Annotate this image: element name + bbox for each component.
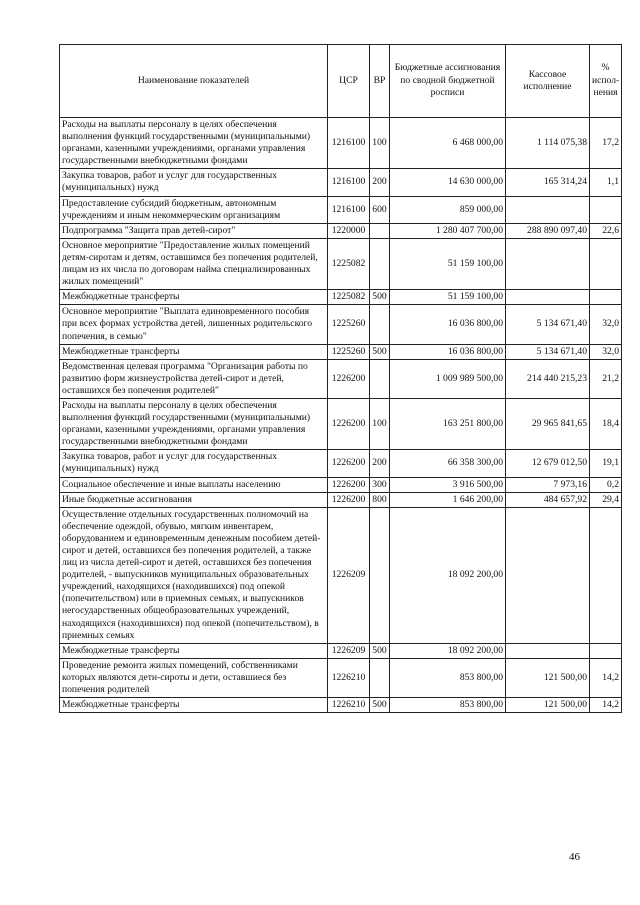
cell-plan: 18 092 200,00 (390, 507, 506, 643)
table-row (60, 196, 622, 223)
table-row (60, 238, 622, 289)
cell-csr: 1226210 (328, 698, 370, 713)
cell-cash: 484 657,92 (506, 492, 590, 507)
header-plan: Бюджетные ассигнования по сводной бюджетной росписи (390, 45, 506, 118)
cell-csr: 1220000 (328, 223, 370, 238)
cell-percent: 21,2 (590, 359, 622, 398)
cell-csr: 1216100 (328, 196, 370, 223)
cell-csr: 1225260 (328, 305, 370, 344)
cell-plan: 163 251 800,00 (390, 398, 506, 449)
cell-percent (590, 507, 622, 643)
cell-vr: 500 (370, 290, 390, 305)
cell-name: Ведомственная целевая программа "Организация работы по развитию форм жизнеустройства детей-сирот и детей, оставшихся без попечения родителей" (60, 359, 328, 398)
cell-percent: 19,1 (590, 450, 622, 477)
table-row (60, 698, 622, 713)
cell-name: Осуществление отдельных государственных полномочий на обеспечение одеждой, обувью, мягким инвентарем, оборудованием и единовременным денежным пособием детей-сирот и детей, оставшихся без попечения родителей, а также лиц из числа детей-сирот и детей, оставшихся без попечения родителей, - выпускников муниципальных образовательных учреждений, находящихся (находившихся) под опекой (попечительством) или в приемных семьях, и выпускников негосударственных общеобразовательных учреждений, находящихся (находившихся) под опекой (попечительством), в приемных семьях (60, 507, 328, 643)
cell-vr (370, 238, 390, 289)
header-name: Наименование показателей (60, 45, 328, 118)
budget-execution-table (59, 44, 622, 713)
cell-cash: 1 114 075,38 (506, 118, 590, 169)
cell-csr: 1226200 (328, 492, 370, 507)
table-row (60, 507, 622, 643)
cell-percent: 17,2 (590, 118, 622, 169)
table-row (60, 450, 622, 477)
table-row (60, 305, 622, 344)
cell-vr: 100 (370, 398, 390, 449)
cell-plan: 66 358 300,00 (390, 450, 506, 477)
table-row (60, 169, 622, 196)
cell-cash: 12 679 012,50 (506, 450, 590, 477)
cell-name: Расходы на выплаты персоналу в целях обеспечения выполнения функций государственными (муниципальными) органами, казенными учреждениями, органами управления государственными внебюджетными фондами (60, 398, 328, 449)
cell-name: Расходы на выплаты персоналу в целях обеспечения выполнения функций государственными (муниципальными) органами, казенными учреждениями, органами управления государственными внебюджетными фондами (60, 118, 328, 169)
cell-name: Закупка товаров, работ и услуг для государственных (муниципальных) нужд (60, 450, 328, 477)
cell-vr: 200 (370, 169, 390, 196)
table-row (60, 492, 622, 507)
budget-report-sheet (59, 44, 622, 713)
cell-plan: 3 916 500,00 (390, 477, 506, 492)
cell-csr: 1226200 (328, 477, 370, 492)
cell-percent (590, 196, 622, 223)
cell-vr: 300 (370, 477, 390, 492)
cell-percent (590, 643, 622, 658)
cell-vr: 600 (370, 196, 390, 223)
cell-vr: 500 (370, 643, 390, 658)
cell-cash: 121 500,00 (506, 698, 590, 713)
table-row (60, 223, 622, 238)
cell-percent: 0,2 (590, 477, 622, 492)
cell-plan: 51 159 100,00 (390, 290, 506, 305)
cell-percent: 29,4 (590, 492, 622, 507)
cell-cash (506, 507, 590, 643)
cell-csr: 1225260 (328, 344, 370, 359)
cell-vr: 500 (370, 698, 390, 713)
cell-plan: 853 800,00 (390, 658, 506, 697)
cell-percent (590, 290, 622, 305)
cell-plan: 16 036 800,00 (390, 344, 506, 359)
cell-name: Межбюджетные трансферты (60, 290, 328, 305)
cell-csr: 1225082 (328, 290, 370, 305)
cell-cash: 288 890 097,40 (506, 223, 590, 238)
cell-cash: 165 314,24 (506, 169, 590, 196)
cell-plan: 1 280 407 700,00 (390, 223, 506, 238)
cell-name: Межбюджетные трансферты (60, 643, 328, 658)
cell-csr: 1226200 (328, 450, 370, 477)
cell-name: Закупка товаров, работ и услуг для государственных (муниципальных) нужд (60, 169, 328, 196)
cell-percent: 14,2 (590, 698, 622, 713)
table-row (60, 290, 622, 305)
cell-vr (370, 223, 390, 238)
cell-name: Предоставление субсидий бюджетным, автономным учреждениям и иным некоммерческим организациям (60, 196, 328, 223)
cell-csr: 1226210 (328, 658, 370, 697)
cell-percent (590, 238, 622, 289)
cell-cash (506, 643, 590, 658)
cell-csr: 1216100 (328, 118, 370, 169)
cell-vr (370, 658, 390, 697)
header-cash: Кассовое исполнение (506, 45, 590, 118)
cell-plan: 14 630 000,00 (390, 169, 506, 196)
cell-percent: 1,1 (590, 169, 622, 196)
cell-cash: 5 134 671,40 (506, 305, 590, 344)
cell-percent: 32,0 (590, 305, 622, 344)
cell-plan: 18 092 200,00 (390, 643, 506, 658)
cell-name: Проведение ремонта жилых помещений, собственниками которых являются дети-сироты и дети, оставшиеся без попечения родителей (60, 658, 328, 697)
cell-name: Межбюджетные трансферты (60, 698, 328, 713)
cell-vr (370, 359, 390, 398)
cell-cash: 121 500,00 (506, 658, 590, 697)
cell-cash (506, 290, 590, 305)
cell-plan: 1 646 200,00 (390, 492, 506, 507)
cell-cash (506, 238, 590, 289)
cell-name: Основное мероприятие "Выплата единовременного пособия при всех формах устройства детей, лишенных родительского попечения, в семью" (60, 305, 328, 344)
cell-name: Основное мероприятие "Предоставление жилых помещений детям-сиротам и детям, оставшимся без попечения родителей, лицам из их числа по договорам найма специализированных жилых помещений" (60, 238, 328, 289)
header-csr: ЦСР (328, 45, 370, 118)
cell-cash: 5 134 671,40 (506, 344, 590, 359)
cell-csr: 1226209 (328, 643, 370, 658)
cell-cash (506, 196, 590, 223)
cell-vr (370, 507, 390, 643)
table-row (60, 344, 622, 359)
cell-vr: 500 (370, 344, 390, 359)
cell-plan: 6 468 000,00 (390, 118, 506, 169)
cell-percent: 22,6 (590, 223, 622, 238)
table-body (60, 118, 622, 713)
table-row (60, 398, 622, 449)
header-vr: ВР (370, 45, 390, 118)
cell-percent: 18,4 (590, 398, 622, 449)
page-number: 46 (569, 851, 580, 863)
cell-csr: 1216100 (328, 169, 370, 196)
table-row (60, 359, 622, 398)
cell-name: Межбюджетные трансферты (60, 344, 328, 359)
cell-csr: 1226200 (328, 398, 370, 449)
table-row (60, 477, 622, 492)
header-percent: % испол-нения (590, 45, 622, 118)
cell-cash: 214 440 215,23 (506, 359, 590, 398)
cell-name: Подпрограмма "Защита прав детей-сирот" (60, 223, 328, 238)
table-row (60, 643, 622, 658)
cell-plan: 859 000,00 (390, 196, 506, 223)
cell-name: Иные бюджетные ассигнования (60, 492, 328, 507)
table-row (60, 658, 622, 697)
cell-csr: 1226209 (328, 507, 370, 643)
cell-percent: 32,0 (590, 344, 622, 359)
table-header-row (60, 45, 622, 118)
cell-plan: 51 159 100,00 (390, 238, 506, 289)
cell-plan: 1 009 989 500,00 (390, 359, 506, 398)
cell-csr: 1226200 (328, 359, 370, 398)
cell-csr: 1225082 (328, 238, 370, 289)
cell-vr: 200 (370, 450, 390, 477)
cell-plan: 853 800,00 (390, 698, 506, 713)
table-row (60, 118, 622, 169)
cell-vr: 800 (370, 492, 390, 507)
cell-vr: 100 (370, 118, 390, 169)
cell-percent: 14,2 (590, 658, 622, 697)
cell-plan: 16 036 800,00 (390, 305, 506, 344)
cell-name: Социальное обеспечение и иные выплаты населению (60, 477, 328, 492)
cell-cash: 7 973,16 (506, 477, 590, 492)
cell-vr (370, 305, 390, 344)
cell-cash: 29 965 841,65 (506, 398, 590, 449)
